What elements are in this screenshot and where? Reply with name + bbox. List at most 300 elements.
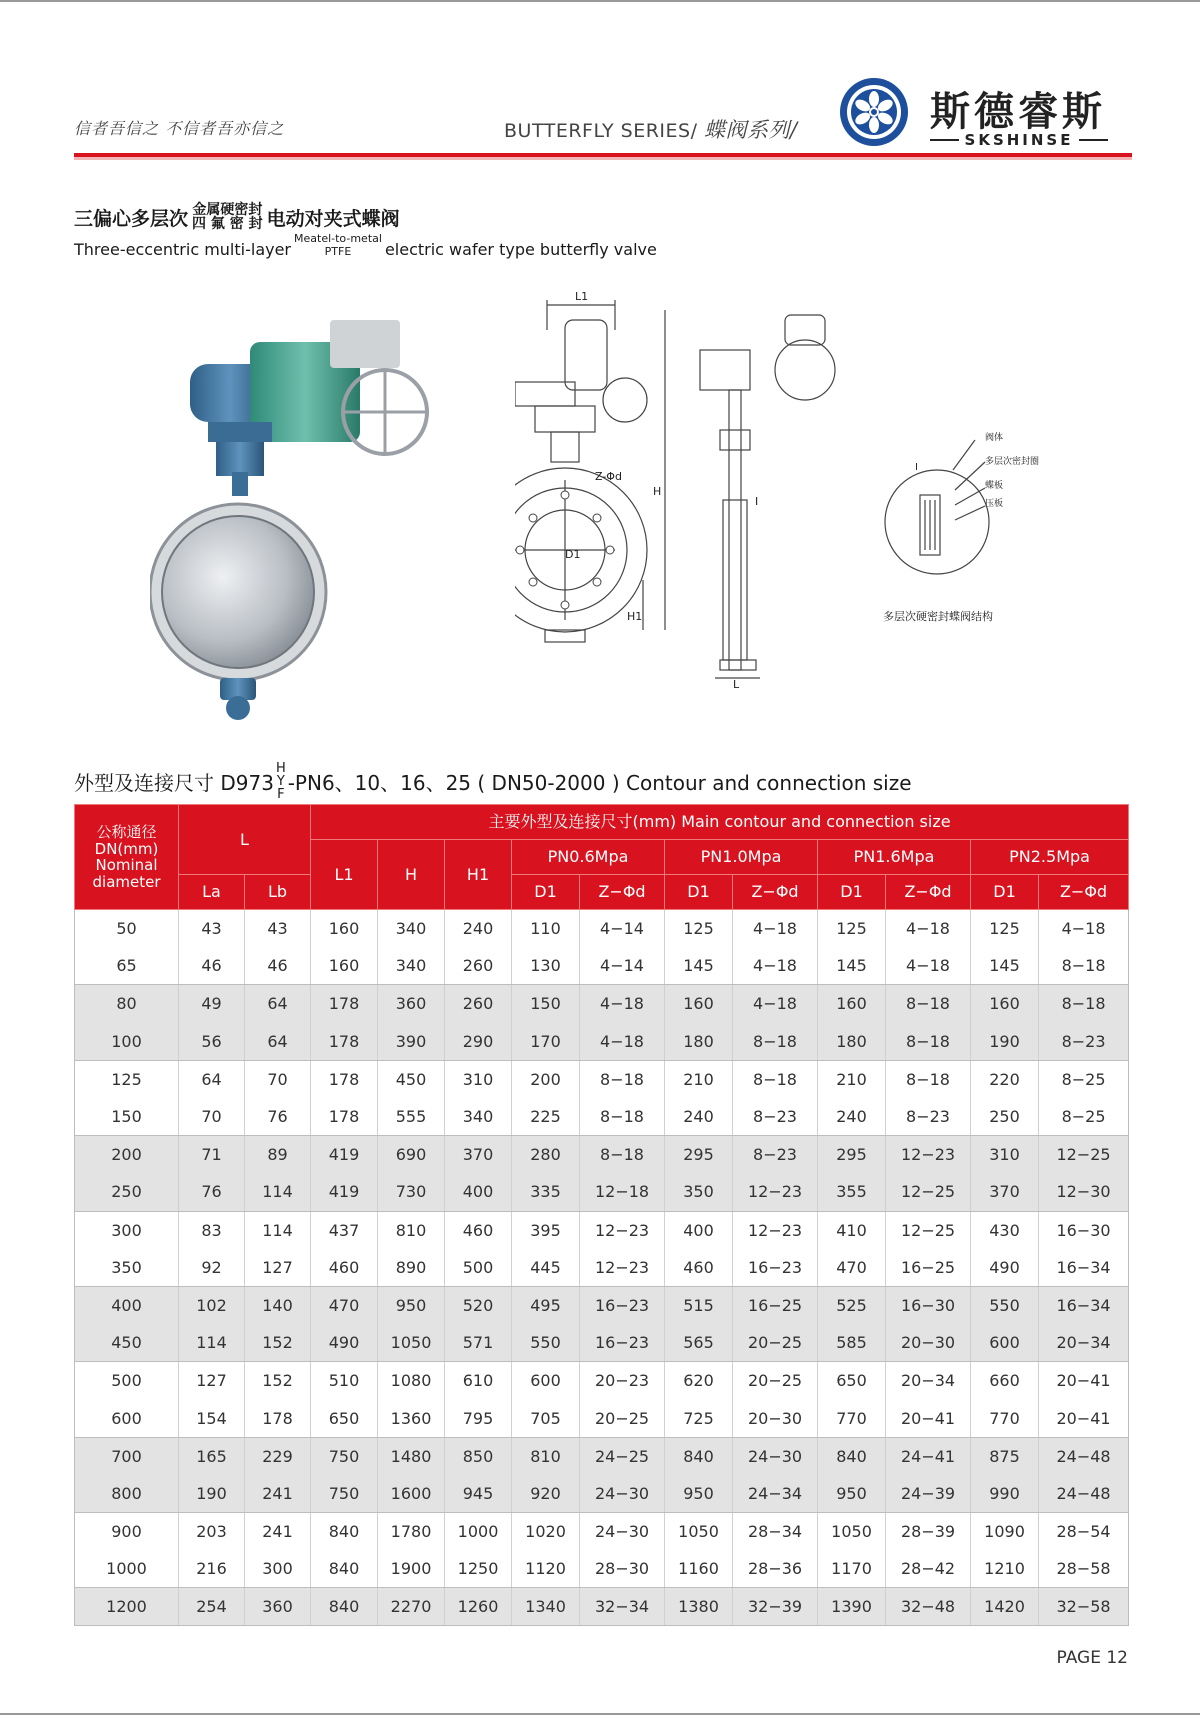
table-cell: 250	[75, 1173, 179, 1211]
table-cell: 178	[311, 1098, 378, 1136]
table-cell: 875	[971, 1437, 1039, 1475]
table-cell: 12−25	[886, 1211, 971, 1249]
table-row	[75, 910, 1129, 948]
table-cell: 250	[971, 1098, 1039, 1136]
table-row	[75, 1324, 1129, 1362]
table-cell: 24−34	[733, 1475, 818, 1513]
table-cell: 125	[665, 910, 733, 948]
table-cell: 150	[75, 1098, 179, 1136]
dim-D1: D1	[565, 548, 581, 561]
table-cell: 32−48	[886, 1588, 971, 1626]
table-cell: 660	[971, 1362, 1039, 1400]
table-cell: 12−23	[733, 1173, 818, 1211]
title-en-suffix: electric wafer type butterfly valve	[384, 240, 657, 260]
table-cell: 1600	[378, 1475, 445, 1513]
table-cell: 140	[245, 1286, 311, 1324]
table-cell: 4−18	[580, 985, 665, 1023]
header-Lb: Lb	[245, 875, 311, 910]
dim-L: L	[733, 678, 740, 691]
table-title-prefix: 外型及连接尺寸 D973	[74, 771, 274, 795]
table-cell: 46	[245, 947, 311, 985]
table-cell: 370	[445, 1136, 512, 1174]
table-cell: 12−25	[886, 1173, 971, 1211]
table-cell: 180	[665, 1023, 733, 1061]
table-cell: 8−18	[733, 1023, 818, 1061]
table-cell: 20−25	[733, 1362, 818, 1400]
table-cell: 240	[818, 1098, 886, 1136]
detail-I-marker: I	[755, 495, 759, 508]
table-cell: 152	[245, 1362, 311, 1400]
table-cell: 110	[512, 910, 580, 948]
dim-Z-phi-d: Z-Φd	[595, 470, 622, 483]
table-cell: 24−30	[733, 1437, 818, 1475]
detail-I-label: I	[915, 462, 918, 473]
header-dn-line4: diameter	[92, 872, 161, 891]
table-cell: 650	[311, 1399, 378, 1437]
table-row	[75, 1513, 1129, 1551]
table-cell: 400	[445, 1173, 512, 1211]
table-cell: 125	[75, 1060, 179, 1098]
header-L1: L1	[311, 840, 378, 910]
table-cell: 840	[311, 1550, 378, 1588]
table-cell: 180	[818, 1023, 886, 1061]
table-cell: 8−23	[1039, 1023, 1129, 1061]
table-cell: 500	[445, 1249, 512, 1287]
table-cell: 28−39	[886, 1513, 971, 1551]
table-cell: 28−42	[886, 1550, 971, 1588]
table-cell: 920	[512, 1475, 580, 1513]
header-H1: H1	[445, 840, 512, 910]
table-cell: 190	[179, 1475, 245, 1513]
table-cell: 1780	[378, 1513, 445, 1551]
dimension-table	[74, 804, 1129, 1626]
table-cell: 210	[818, 1060, 886, 1098]
table-row	[75, 1475, 1129, 1513]
table-cell: 20−41	[1039, 1399, 1129, 1437]
table-row	[75, 1173, 1129, 1211]
table-cell: 280	[512, 1136, 580, 1174]
table-cell: 445	[512, 1249, 580, 1287]
table-cell: 71	[179, 1136, 245, 1174]
header-pn10-D1: D1	[665, 875, 733, 910]
table-row	[75, 1437, 1129, 1475]
table-cell: 840	[665, 1437, 733, 1475]
table-cell: 1390	[818, 1588, 886, 1626]
table-cell: 510	[311, 1362, 378, 1400]
table-cell: 8−23	[733, 1098, 818, 1136]
table-cell: 127	[179, 1362, 245, 1400]
table-cell: 50	[75, 910, 179, 948]
table-cell: 1260	[445, 1588, 512, 1626]
header-pn16: PN1.6Mpa	[818, 840, 971, 875]
table-row	[75, 1362, 1129, 1400]
table-cell: 1420	[971, 1588, 1039, 1626]
table-cell: 795	[445, 1399, 512, 1437]
table-row	[75, 1136, 1129, 1174]
table-cell: 650	[818, 1362, 886, 1400]
header-dn-line3: Nominal	[95, 856, 158, 874]
valve-product-photo	[150, 312, 450, 722]
table-cell: 900	[75, 1513, 179, 1551]
table-cell: 770	[971, 1399, 1039, 1437]
title-en-stack	[294, 233, 382, 258]
table-cell: 360	[245, 1588, 311, 1626]
dim-H: H	[653, 485, 662, 498]
header-dn	[75, 805, 179, 910]
table-cell: 43	[179, 910, 245, 948]
table-cell: 8−23	[886, 1098, 971, 1136]
table-cell: 12−23	[886, 1136, 971, 1174]
table-cell: 24−30	[580, 1475, 665, 1513]
table-cell: 565	[665, 1324, 733, 1362]
table-cell: 43	[245, 910, 311, 948]
table-cell: 241	[245, 1513, 311, 1551]
table-cell: 1050	[378, 1324, 445, 1362]
table-cell: 1020	[512, 1513, 580, 1551]
table-cell: 16−23	[580, 1324, 665, 1362]
table-cell: 340	[378, 910, 445, 948]
table-cell: 20−41	[886, 1399, 971, 1437]
table-cell: 2270	[378, 1588, 445, 1626]
table-row	[75, 1286, 1129, 1324]
table-cell: 295	[818, 1136, 886, 1174]
table-cell: 525	[818, 1286, 886, 1324]
table-cell: 950	[665, 1475, 733, 1513]
table-cell: 12−23	[733, 1211, 818, 1249]
table-cell: 370	[971, 1173, 1039, 1211]
table-row	[75, 985, 1129, 1023]
table-cell: 8−18	[886, 1023, 971, 1061]
table-cell: 437	[311, 1211, 378, 1249]
table-cell: 114	[245, 1173, 311, 1211]
top-border	[0, 0, 1200, 2]
table-cell: 24−30	[580, 1513, 665, 1551]
table-cell: 945	[445, 1475, 512, 1513]
header-dn-line1: 公称通径	[96, 823, 157, 841]
table-cell: 24−48	[1039, 1475, 1129, 1513]
brand-name-en	[930, 131, 1108, 149]
table-cell: 600	[75, 1399, 179, 1437]
table-cell: 1480	[378, 1437, 445, 1475]
table-cell: 20−30	[733, 1399, 818, 1437]
table-cell: 216	[179, 1550, 245, 1588]
table-cell: 8−18	[580, 1098, 665, 1136]
table-cell: 1120	[512, 1550, 580, 1588]
table-cell: 460	[665, 1249, 733, 1287]
table-cell: 1200	[75, 1588, 179, 1626]
table-cell: 24−48	[1039, 1437, 1129, 1475]
table-cell: 24−41	[886, 1437, 971, 1475]
table-cell: 8−18	[886, 985, 971, 1023]
table-cell: 80	[75, 985, 179, 1023]
header-La: La	[179, 875, 245, 910]
table-cell: 100	[75, 1023, 179, 1061]
table-cell: 20−34	[1039, 1324, 1129, 1362]
table-cell: 500	[75, 1362, 179, 1400]
table-title-suffix: -PN6、10、16、25 ( DN50-2000 ) Contour and connection size	[287, 771, 912, 795]
table-cell: 165	[179, 1437, 245, 1475]
part-seal-label: 多层次密封圈	[985, 457, 1040, 467]
table-cell: 490	[311, 1324, 378, 1362]
header-dn-line2: DN(mm)	[94, 839, 159, 858]
table-cell: 730	[378, 1173, 445, 1211]
table-cell: 340	[445, 1098, 512, 1136]
table-cell: 360	[378, 985, 445, 1023]
product-title-cn	[74, 203, 400, 231]
table-cell: 490	[971, 1249, 1039, 1287]
header-pn06-D1: D1	[512, 875, 580, 910]
table-cell: 225	[512, 1098, 580, 1136]
table-cell: 395	[512, 1211, 580, 1249]
part-plate-label: 压板	[985, 499, 1004, 509]
title-cn-prefix: 三偏心多层次	[74, 207, 189, 230]
table-cell: 430	[971, 1211, 1039, 1249]
dim-L1: L1	[575, 290, 589, 303]
table-cell: 520	[445, 1286, 512, 1324]
table-cell: 810	[378, 1211, 445, 1249]
table-cell: 600	[512, 1362, 580, 1400]
table-cell: 160	[971, 985, 1039, 1023]
table-cell: 1050	[818, 1513, 886, 1551]
table-cell: 300	[245, 1550, 311, 1588]
title-cn-suffix: 电动对夹式蝶阀	[266, 207, 400, 230]
table-cell: 840	[311, 1588, 378, 1626]
table-cell: 495	[512, 1286, 580, 1324]
table-cell: 310	[971, 1136, 1039, 1174]
table-cell: 4−18	[580, 1023, 665, 1061]
table-cell: 4−18	[733, 947, 818, 985]
table-cell: 450	[378, 1060, 445, 1098]
table-cell: 4−18	[733, 910, 818, 948]
table-cell: 800	[75, 1475, 179, 1513]
part-disc-label: 蝶板	[985, 481, 1004, 491]
table-cell: 12−23	[580, 1211, 665, 1249]
table-cell: 4−18	[886, 947, 971, 985]
table-cell: 470	[311, 1286, 378, 1324]
table-cell: 150	[512, 985, 580, 1023]
table-cell: 4−14	[580, 910, 665, 948]
table-cell: 1210	[971, 1550, 1039, 1588]
table-cell: 310	[445, 1060, 512, 1098]
series-cn: 蝶阀系列/	[704, 118, 798, 142]
table-cell: 460	[445, 1211, 512, 1249]
stack-mid: Y	[276, 774, 285, 789]
table-cell: 152	[245, 1324, 311, 1362]
table-cell: 8−18	[886, 1060, 971, 1098]
table-cell: 178	[311, 1060, 378, 1098]
table-cell: 154	[179, 1399, 245, 1437]
table-cell: 810	[512, 1437, 580, 1475]
table-cell: 220	[971, 1060, 1039, 1098]
table-cell: 114	[245, 1211, 311, 1249]
table-cell: 260	[445, 947, 512, 985]
table-cell: 1050	[665, 1513, 733, 1551]
table-cell: 28−36	[733, 1550, 818, 1588]
table-cell: 210	[665, 1060, 733, 1098]
dimension-table-body	[75, 910, 1129, 1626]
header-pn25-Z: Z−Φd	[1039, 875, 1129, 910]
table-row	[75, 1399, 1129, 1437]
title-cn-stack-bottom: 四 氟 密 封	[192, 216, 263, 232]
table-cell: 1170	[818, 1550, 886, 1588]
table-cell: 460	[311, 1249, 378, 1287]
table-row	[75, 1060, 1129, 1098]
table-cell: 4−18	[886, 910, 971, 948]
table-cell: 178	[311, 1023, 378, 1061]
table-cell: 125	[971, 910, 1039, 948]
title-cn-stack	[192, 203, 263, 231]
table-cell: 950	[818, 1475, 886, 1513]
table-cell: 550	[512, 1324, 580, 1362]
table-cell: 16−25	[886, 1249, 971, 1287]
table-cell: 550	[971, 1286, 1039, 1324]
table-cell: 16−23	[733, 1249, 818, 1287]
table-cell: 16−30	[886, 1286, 971, 1324]
table-cell: 4−18	[733, 985, 818, 1023]
table-cell: 28−54	[1056, 1522, 1111, 1542]
table-cell: 70	[245, 1060, 311, 1098]
header-pn06-Z: Z−Φd	[580, 875, 665, 910]
table-cell: 700	[75, 1437, 179, 1475]
table-cell: 190	[971, 1023, 1039, 1061]
table-cell: 254	[179, 1588, 245, 1626]
header-red-rule-shadow	[74, 157, 1132, 160]
table-title	[74, 762, 912, 801]
table-cell: 12−25	[1039, 1136, 1129, 1174]
table-cell: 1250	[445, 1550, 512, 1588]
table-cell: 32−39	[733, 1588, 818, 1626]
table-cell: 56	[179, 1023, 245, 1061]
header-pn16-D1: D1	[818, 875, 886, 910]
company-motto: 信者吾信之 不信者吾亦信之	[74, 119, 285, 138]
technical-drawing	[515, 290, 1070, 710]
header-pn06: PN0.6Mpa	[512, 840, 665, 875]
table-cell: 350	[665, 1173, 733, 1211]
table-cell: 1090	[971, 1513, 1039, 1551]
table-cell: 83	[179, 1211, 245, 1249]
table-cell: 76	[245, 1098, 311, 1136]
table-cell: 89	[245, 1136, 311, 1174]
table-cell: 28−58	[1039, 1550, 1129, 1588]
table-cell: 419	[311, 1173, 378, 1211]
brand-rule-right	[1079, 139, 1108, 141]
table-cell: 8−25	[1061, 1069, 1106, 1089]
table-cell: 620	[665, 1362, 733, 1400]
title-en-stack-bottom: PTFE	[324, 244, 352, 258]
table-cell: 840	[818, 1437, 886, 1475]
table-cell: 200	[512, 1060, 580, 1098]
table-cell: 178	[311, 985, 378, 1023]
table-cell: 125	[818, 910, 886, 948]
table-cell: 114	[179, 1324, 245, 1362]
table-cell: 160	[665, 985, 733, 1023]
brand-name-en-text: SKSHINSE	[964, 131, 1074, 149]
table-cell: 515	[665, 1286, 733, 1324]
table-cell: 200	[75, 1136, 179, 1174]
table-cell: 770	[818, 1399, 886, 1437]
table-cell: 8−18	[580, 1060, 665, 1098]
table-cell: 49	[179, 985, 245, 1023]
table-cell: 24−39	[886, 1475, 971, 1513]
table-cell: 32−34	[580, 1588, 665, 1626]
table-cell: 555	[378, 1098, 445, 1136]
header-pn25: PN2.5Mpa	[971, 840, 1129, 875]
title-en-stack-top: Meatel-to-metal	[294, 232, 382, 245]
table-cell: 12−30	[1039, 1173, 1129, 1211]
table-cell: 571	[445, 1324, 512, 1362]
table-cell: 725	[665, 1399, 733, 1437]
table-row	[75, 1588, 1129, 1626]
table-row	[75, 1550, 1129, 1588]
table-cell: 16−23	[580, 1286, 665, 1324]
table-cell: 1000	[75, 1550, 179, 1588]
table-title-stack	[276, 762, 286, 801]
page-number: PAGE 12	[1056, 1648, 1128, 1668]
table-cell: 12−18	[580, 1173, 665, 1211]
table-cell: 8−18	[1039, 985, 1129, 1023]
table-row	[75, 1211, 1129, 1249]
table-cell: 28−30	[580, 1550, 665, 1588]
table-cell: 64	[245, 985, 311, 1023]
table-cell: 419	[311, 1136, 378, 1174]
stack-top: H	[275, 761, 286, 776]
table-cell: 600	[971, 1324, 1039, 1362]
header-pn10: PN1.0Mpa	[665, 840, 818, 875]
structure-caption: 多层次硬密封蝶阀结构	[883, 610, 993, 623]
table-cell: 610	[445, 1362, 512, 1400]
table-cell: 16−25	[733, 1286, 818, 1324]
table-cell: 1160	[665, 1550, 733, 1588]
table-cell: 450	[75, 1324, 179, 1362]
table-cell: 950	[378, 1286, 445, 1324]
table-cell: 178	[245, 1399, 311, 1437]
table-cell: 20−25	[580, 1399, 665, 1437]
table-cell: 240	[445, 910, 512, 948]
table-cell: 1340	[512, 1588, 580, 1626]
table-cell: 335	[512, 1173, 580, 1211]
table-cell: 750	[311, 1475, 378, 1513]
table-cell: 990	[971, 1475, 1039, 1513]
table-cell: 20−25	[733, 1324, 818, 1362]
table-cell: 92	[179, 1249, 245, 1287]
table-cell: 410	[818, 1211, 886, 1249]
table-cell: 20−41	[1056, 1371, 1111, 1391]
table-cell: 170	[512, 1023, 580, 1061]
header-H: H	[378, 840, 445, 910]
brand-name-cn: 斯德睿斯	[930, 89, 1106, 135]
table-cell: 24−25	[580, 1437, 665, 1475]
table-cell: 12−23	[580, 1249, 665, 1287]
table-cell: 690	[378, 1136, 445, 1174]
table-cell: 1380	[665, 1588, 733, 1626]
table-cell: 130	[512, 947, 580, 985]
table-cell: 32−58	[1039, 1588, 1129, 1626]
table-cell: 241	[245, 1475, 311, 1513]
table-cell: 8−18	[733, 1060, 818, 1098]
table-cell: 8−18	[580, 1136, 665, 1174]
table-cell: 400	[75, 1286, 179, 1324]
table-cell: 145	[818, 947, 886, 985]
table-cell: 8−23	[733, 1136, 818, 1174]
table-cell: 390	[378, 1023, 445, 1061]
table-cell: 160	[311, 910, 378, 948]
stack-bottom: F	[277, 787, 285, 802]
table-cell: 1080	[378, 1362, 445, 1400]
table-cell: 160	[818, 985, 886, 1023]
table-cell: 160	[311, 947, 378, 985]
table-cell: 840	[311, 1513, 378, 1551]
table-cell: 102	[179, 1286, 245, 1324]
